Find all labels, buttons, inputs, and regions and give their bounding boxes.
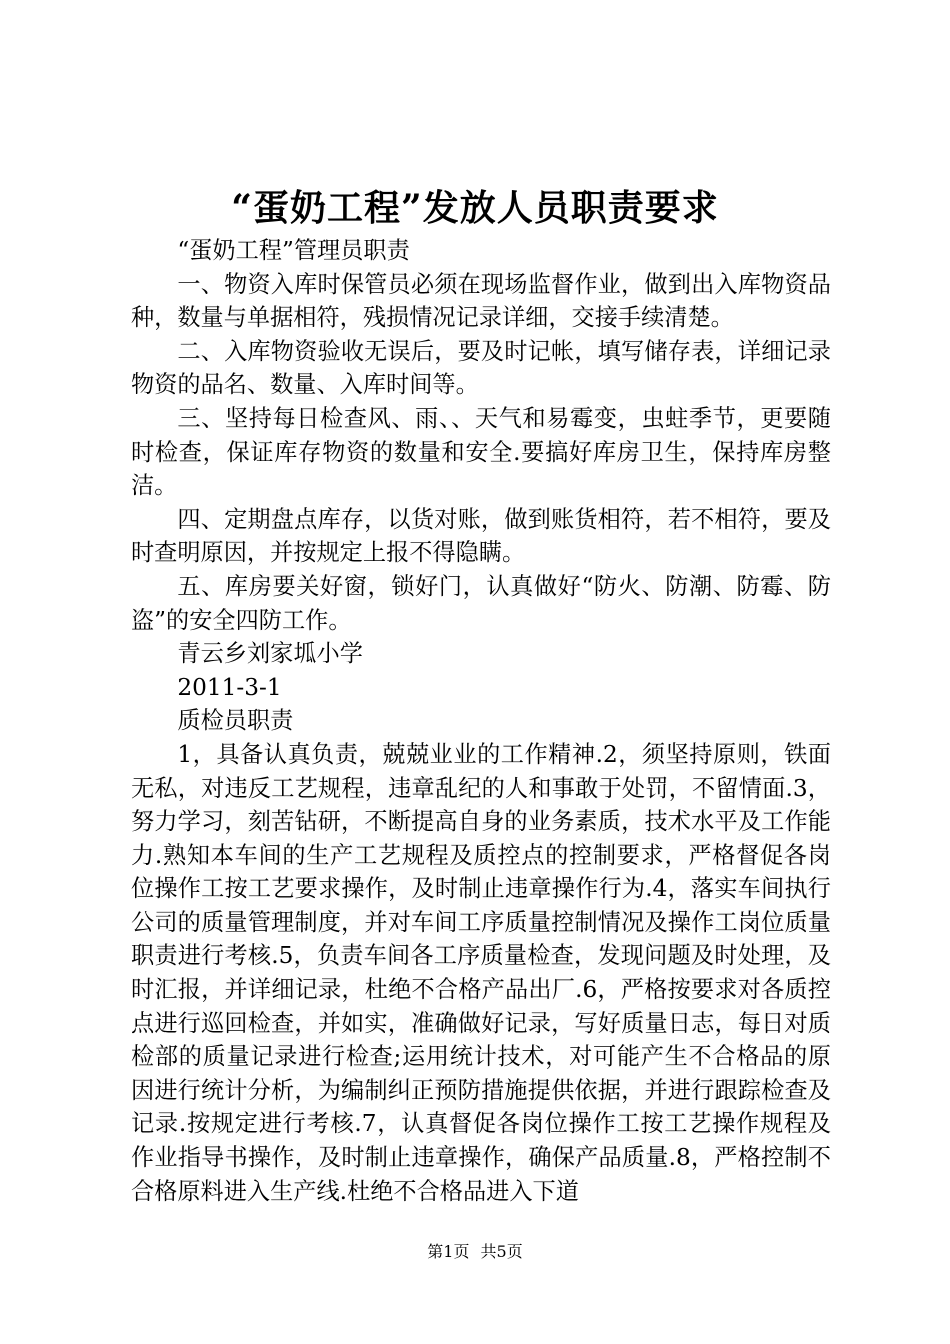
- signature-date: 2011-3-1: [177, 673, 282, 701]
- document-title: “蛋奶工程”发放人员职责要求: [231, 187, 719, 229]
- page-total: 共5页: [480, 1242, 523, 1261]
- paragraph-item-2: 二、入库物资验收无误后，要及时记帐，填写储存表，详细记录物资的品名、数量、入库时间等。: [131, 337, 831, 399]
- paragraph-item-5: 五、库房要关好窗，锁好门，认真做好“防火、防潮、防霉、防盗”的安全四防工作。: [131, 572, 831, 634]
- page-number: 第1页: [427, 1242, 470, 1261]
- paragraph-item-1: 一、物资入库时保管员必须在现场监督作业，做到出入库物资品种，数量与单据相符，残损情况记录详细，交接手续清楚。: [131, 270, 831, 332]
- paragraph-item-3: 三、坚持每日检查风、雨、、天气和易霉变，虫蛀季节，更要随时检查，保证库存物资的数量和安全.要搞好库房卫生，保持库房整洁。: [131, 404, 831, 500]
- page-footer: [0, 1240, 950, 1264]
- signature-organization: 青云乡刘家坬小学: [177, 640, 363, 668]
- paragraph-inspector-duties: 1，具备认真负责，兢兢业业的工作精神.2，须坚持原则，铁面无私，对违反工艺规程，违章乱纪的人和事敢于处罚，不留情面.3，努力学习，刻苦钻研，不断提高自身的业务素质，技术水平及工作能力.熟知本车间的生产工艺规程及质控点的控制要求，严格督促各岗位操作工按工艺要求操作，及时制止违章操作行为.4，落实车间执行公司的质量管理制度，并对车间工序质量控制情况及操作工岗位质量职责进行考核.5，负责车间各工序质量检查，发现问题及时处理，及时汇报，并详细记录，杜绝不合格产品出厂.6，严格按要求对各质控点进行巡回检查，并如实，准确做好记录，写好质量日志，每日对质检部的质量记录进行检查;运用统计技术，对可能产生不合格品的原因进行统计分析，为编制纠正预防措施提供依据，并进行跟踪检查及记录.按规定进行考核.7，认真督促各岗位操作工按工艺操作规程及作业指导书操作，及时制止违章操作，确保产品质量.8，严格控制不合格原料进入生产线.杜绝不合格品进入下道: [131, 740, 831, 1205]
- document-body: [131, 234, 831, 1208]
- section-heading-inspector: 质检员职责: [177, 707, 294, 735]
- paragraph-item-4: 四、定期盘点库存，以货对账，做到账货相符，若不相符，要及时查明原因，并按规定上报不得隐瞒。: [131, 505, 831, 567]
- section-heading-manager: “蛋奶工程”管理员职责: [177, 237, 410, 264]
